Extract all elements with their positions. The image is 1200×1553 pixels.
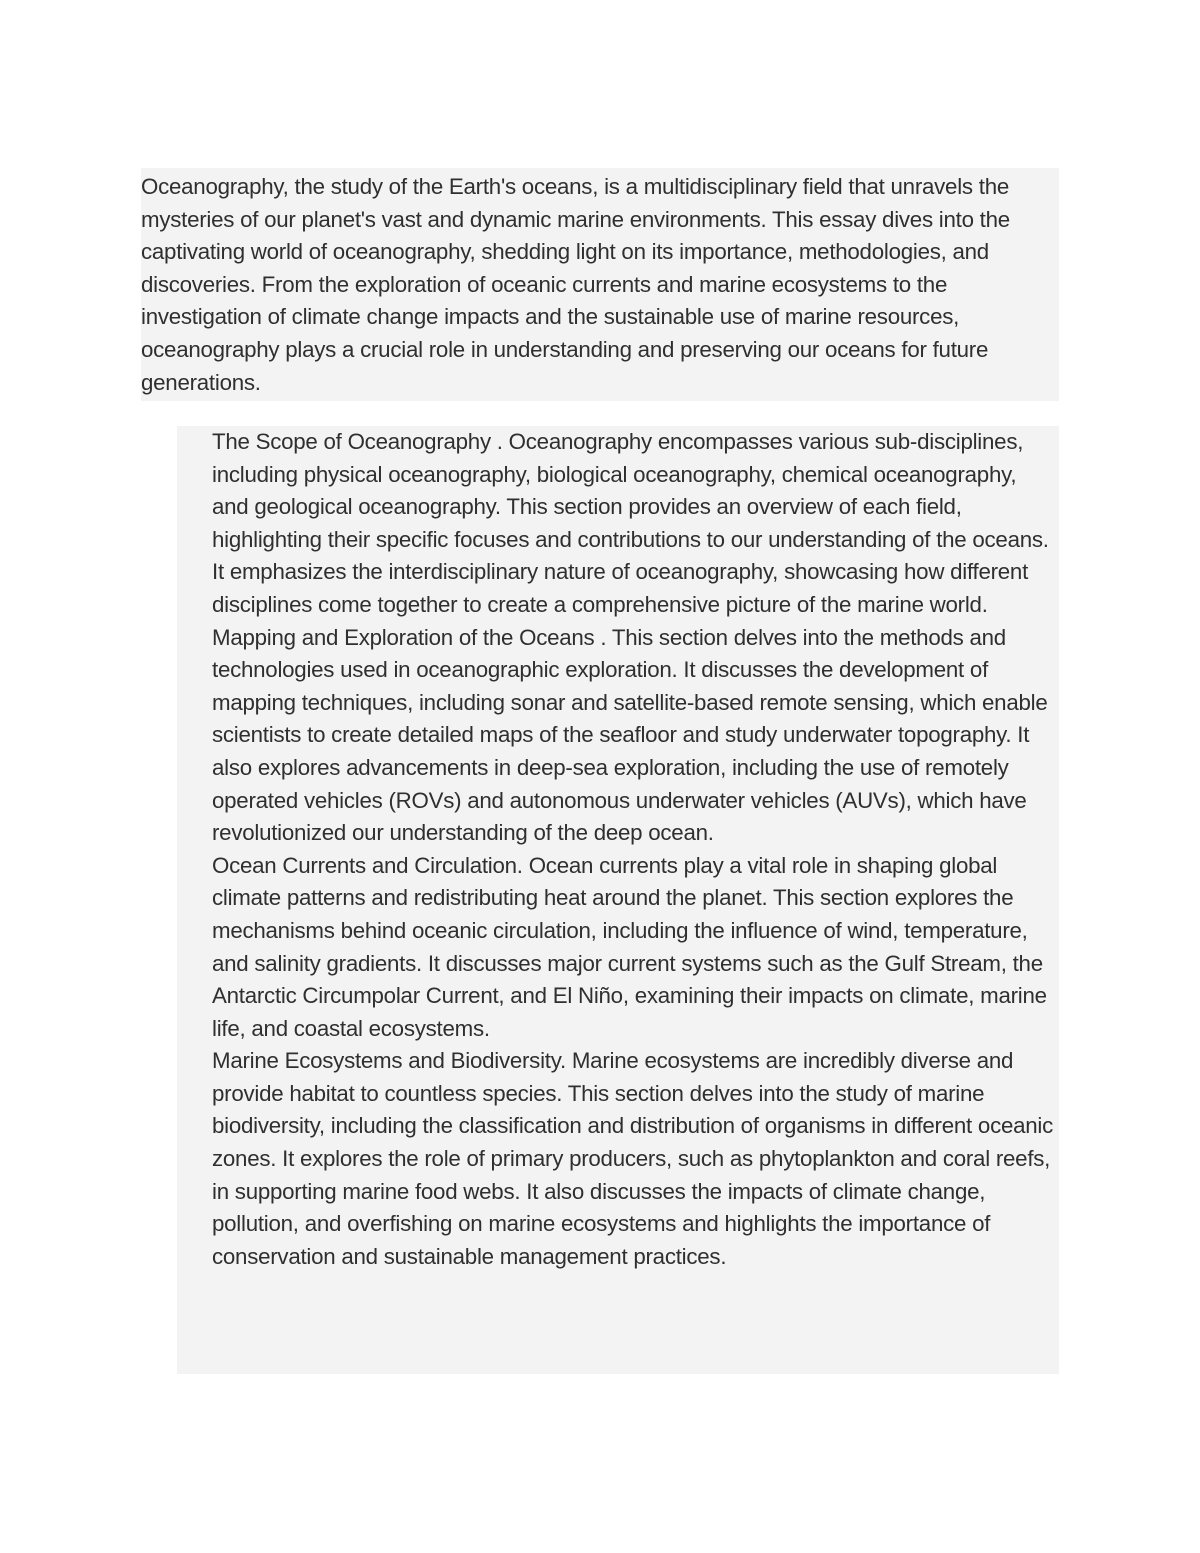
section-paragraph-scope: The Scope of Oceanography . Oceanography encompasses various sub-disciplines, including physical oceanography, biological oceanography, chemical oceanography, and geological oceanography. This section provides an overview of each field, highlighting their specific focuses and contributions to our understanding of the oceans. It emphasizes the interdisciplinary nature of oceanography, showcasing how different disciplines come together to create a comprehensive picture of the marine world. bbox=[212, 429, 1049, 617]
section-paragraph-currents: Ocean Currents and Circulation. Ocean currents play a vital role in shaping global climate patterns and redistributing heat around the planet. This section explores the mechanisms behind oceanic circulation, including the influence of wind, temperature, and salinity gradients. It discusses major current systems such as the Gulf Stream, the Antarctic Circumpolar Current, and El Niño, examining their impacts on climate, marine life, and coastal ecosystems. bbox=[212, 852, 1047, 1041]
intro-block bbox=[141, 168, 1059, 401]
section-paragraph-mapping: Mapping and Exploration of the Oceans . This section delves into the methods and technologies used in oceanographic exploration. It discusses the development of mapping techniques, including sonar and satellite-based remote sensing, which enable scientists to create detailed maps of the seafloor and study underwater topography. It also explores advancements in deep-sea exploration, including the use of remotely operated vehicles (ROVs) and autonomous underwater vehicles (AUVs), which have revolutionized our understanding of the deep ocean. bbox=[212, 624, 1048, 846]
sections-block bbox=[177, 426, 1059, 1374]
section-paragraph-ecosystems: Marine Ecosystems and Biodiversity. Marine ecosystems are incredibly diverse and provide habitat to countless species. This section delves into the study of marine biodiversity, including the classification and distribution of organisms in different oceanic zones. It explores the role of primary producers, such as phytoplankton and coral reefs, in supporting marine food webs. It also discusses the impacts of climate change, pollution, and overfishing on marine ecosystems and highlights the importance of conservation and sustainable management practices. bbox=[212, 1048, 1054, 1269]
intro-paragraph: Oceanography, the study of the Earth's oceans, is a multidisciplinary field that unravels the mysteries of our planet's vast and dynamic marine environments. This essay dives into the captivating world of oceanography, shedding light on its importance, methodologies, and discoveries. From the exploration of oceanic currents and marine ecosystems to the investigation of climate change impacts and the sustainable use of marine resources, oceanography plays a crucial role in understanding and preserving our oceans for future generations. bbox=[141, 174, 1010, 395]
